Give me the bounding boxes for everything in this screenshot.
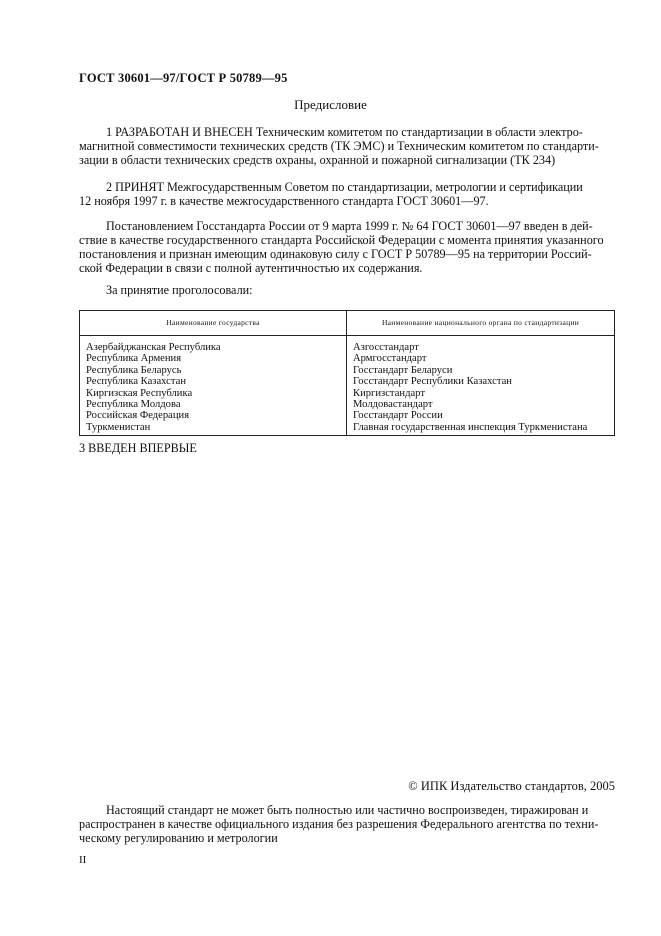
table-cell-state: Республика Армения xyxy=(80,353,347,364)
table-header-row xyxy=(80,311,615,336)
table-row xyxy=(80,336,615,354)
decree-line: ской Федерации в связи с полной аутентичностью их содержания. xyxy=(79,261,423,275)
table-cell-state: Республика Молдова xyxy=(80,399,347,410)
table-header-state: Наименование государства xyxy=(80,311,347,336)
table-row xyxy=(80,422,615,436)
table-cell-body: Госстандарт Республики Казахстан xyxy=(347,376,615,387)
table-cell-state: Республика Беларусь xyxy=(80,365,347,376)
table-cell-body: Главная государственная инспекция Туркменистана xyxy=(347,422,615,436)
reproduction-notice xyxy=(79,803,615,845)
decree-line: постановления и признан имеющим одинаковую силу с ГОСТ Р 50789—95 на территории Россий- xyxy=(79,247,592,261)
page-number: II xyxy=(79,854,87,866)
preface-title: Предисловие xyxy=(294,97,367,112)
table-row xyxy=(80,388,615,399)
table-cell-body: Киргизстандарт xyxy=(347,388,615,399)
table-cell-body: Азгосстандарт xyxy=(347,336,615,354)
table-cell-body: Армгосстандарт xyxy=(347,353,615,364)
table-cell-state: Российская Федерация xyxy=(80,410,347,421)
table-cell-state: Туркменистан xyxy=(80,422,347,436)
table-cell-body: Молдовастандарт xyxy=(347,399,615,410)
document-header: ГОСТ 30601—97/ГОСТ Р 50789—95 xyxy=(79,71,288,85)
decree-line: Постановлением Госстандарта России от 9 марта 1999 г. № 64 ГОСТ 30601—97 введен в дей- xyxy=(106,219,593,233)
copyright-notice: © ИПК Издательство стандартов, 2005 xyxy=(408,779,615,793)
section-2-line: 12 ноября 1997 г. в качестве межгосударственного стандарта ГОСТ 30601—97. xyxy=(79,194,489,208)
table-row xyxy=(80,399,615,410)
notice-line: ческому регулированию и метрологии xyxy=(79,831,278,845)
table-cell-state: Киргизская Республика xyxy=(80,388,347,399)
voting-table xyxy=(79,310,615,436)
section-1-line: зации в области технических средств охраны, охранной и пожарной сигнализации (ТК 234) xyxy=(79,153,556,167)
table-cell-state: Азербайджанская Республика xyxy=(80,336,347,354)
vote-intro-paragraph xyxy=(79,283,615,297)
section-3: 3 ВВЕДЕН ВПЕРВЫЕ xyxy=(79,441,197,455)
decree-line: ствие в качестве государственного стандарта Российской Федерации с момента принятия указанного xyxy=(79,233,604,247)
table-row xyxy=(80,365,615,376)
section-1-line: магнитной совместимости технических средств (ТК ЭМС) и Техническим комитетом по стандарти- xyxy=(79,139,599,153)
decree-paragraph xyxy=(79,219,615,275)
table-row xyxy=(80,376,615,387)
table-cell-body: Госстандарт Беларуси xyxy=(347,365,615,376)
section-2-line: 2 ПРИНЯТ Межгосударственным Советом по стандартизации, метрологии и сертификации xyxy=(106,180,583,194)
table-cell-body: Госстандарт России xyxy=(347,410,615,421)
vote-intro: За принятие проголосовали: xyxy=(106,283,253,297)
section-1-paragraph xyxy=(79,125,615,167)
table-row xyxy=(80,410,615,421)
notice-line: распространен в качестве официального издания без разрешения Федерального агентства по техни- xyxy=(79,817,599,831)
table-row xyxy=(80,353,615,364)
notice-line: Настоящий стандарт не может быть полностью или частично воспроизведен, тиражирован и xyxy=(106,803,589,817)
table-cell-state: Республика Казахстан xyxy=(80,376,347,387)
section-1-line: 1 РАЗРАБОТАН И ВНЕСЕН Техническим комитетом по стандартизации в области электро- xyxy=(106,125,583,139)
section-2-paragraph xyxy=(79,180,615,208)
table-header-body: Наименование национального органа по стандартизации xyxy=(347,311,615,336)
